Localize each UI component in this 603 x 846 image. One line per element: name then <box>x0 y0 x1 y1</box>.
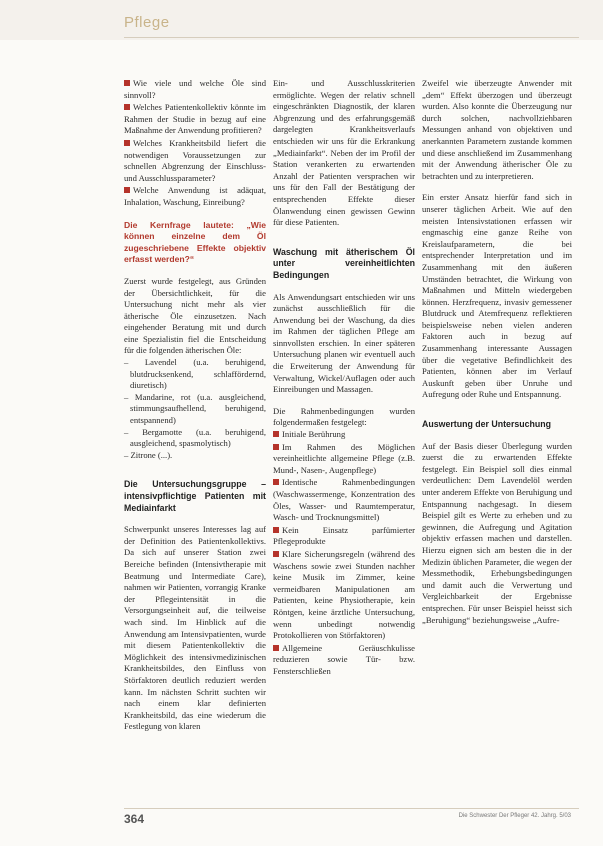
section-heading: Die Untersuchungsgruppe – intensivpflichtige Patienten mit Mediainfarkt <box>124 479 266 513</box>
bullet-square-icon <box>273 527 279 533</box>
footer-source: Die Schwester Der Pfleger 42. Jahrg. 5/03 <box>458 813 571 819</box>
list-item: Identische Rahmenbedingungen (Waschwassermenge, Konzentration des Öles, Wasser- und Raumtemperatur, Wasch- und Trocknungsmittel) <box>273 477 415 523</box>
list-item: – Zitrone (...). <box>124 449 173 460</box>
column-3 <box>422 78 572 626</box>
list-item: Welches Krankheitsbild liefert die notwendigen Voraussetzungen zur schnellen Abgrenzung der Einschluss- und Ausschlussparameter? <box>124 137 266 183</box>
list-item: Wie viele und welche Öle sind sinnvoll? <box>124 78 266 100</box>
list-item: Im Rahmen des Möglichen vereinheitlichte allgemeine Pflege (z.B. Mund-, Nasen-, Augenpflege) <box>273 441 415 475</box>
section-heading: Auswertung der Untersuchung <box>422 419 552 430</box>
list-item: – Lavendel (u.a. beruhigend, blutdrucksenkend, schlaffördernd, diuretisch) <box>124 357 266 391</box>
section-heading: Waschung mit ätherischem Öl unter vereinheitlichten Bedingungen <box>273 246 415 280</box>
list-item: Klare Sicherungsregeln (während des Waschens sowie zwei Stunden nachher keine Musik im Zimmer, keine vermeidbaren Manipulationen am Patienten, keine Physiotherapie, kein Röntgen, keine ärztliche Untersuchung, wenn unbedingt notwendig Protokollieren von Störfaktoren) <box>273 548 415 641</box>
column-2 <box>273 78 415 679</box>
bullet-square-icon <box>273 431 279 437</box>
page-number: 364 <box>124 812 145 826</box>
list-item: – Mandarine, rot (u.a. ausgleichend, stimmungsaufhellend, beruhigend, entspannend) <box>124 391 266 426</box>
list-item: – Bergamotte (u.a. beruhigend, ausgleichend, spasmolytisch) <box>124 426 266 449</box>
body-paragraph: Schwerpunkt unseres Interesses lag auf der Definition des Patientenkollektivs. Da sich auf unserer Station zwei Bereiche befinden (Intensivtherapie mit Beatmung und Intermediate Care), nahmen wir Patienten, vorrangig Kranke der Pflegeintensität in die Versorgungseinheit auf, die teilweise wach sind. Im Hinblick auf die Anwendung am Intensivpatienten, wurde mit diesem Patientenkollektiv die Möglichkeit des intensivmedizinischen Krankheitsbildes, den Einfluss von Störfaktoren deutlich reduziert werden kann. Im nächsten Schritt suchten wir nach einem klar definierten Krankheitsbild, das eine wiederum die Festlegung von klaren <box>124 524 266 732</box>
bullet-square-icon <box>273 479 279 485</box>
list-item: Welche Anwendung ist adäquat, Inhalation, Waschung, Einreibung? <box>124 185 266 207</box>
body-paragraph: Die Rahmenbedingungen wurden folgendermaßen festgelegt: <box>273 405 415 428</box>
footer-rule <box>124 808 579 809</box>
bullet-square-icon <box>124 187 130 193</box>
list-item: Allgemeine Geräuschkulisse reduzieren sowie Tür- bzw. Fensterschließen <box>273 642 415 676</box>
bullet-square-icon <box>124 104 130 110</box>
bullet-square-icon <box>273 551 279 557</box>
bullet-square-icon <box>273 645 279 651</box>
header-rule <box>124 37 579 38</box>
section-label: Pflege <box>124 14 170 31</box>
body-paragraph: Ein- und Ausschlusskriterien ermöglichte. Wegen der relativ schnell eingeschränkten Diagnostik, der klaren Abgrenzung und des erfahrungsgemäß dargelegten Krankheitsverlaufs entschieden wir uns für die Erkrankung „Mediainfarkt“. Neben der im Profil der Station verankerten zu erwartenden Anzahl der Patienten versprachen wir uns für den Fall der Bestätigung der entsprechenden Effekte dieser Ölanwendung einen gewissen Gewinn für diese Patienten. <box>273 78 415 228</box>
bullet-square-icon <box>124 140 130 146</box>
body-paragraph: Auf der Basis dieser Überlegung wurden zuerst die zu erwartenden Effekte festgelegt. Ein Beispiel soll dies einmal verdeutlichen: Dem Lavendelöl werden unter anderem Effekte von Beruhigung und Entspannung nachgesagt. In diesem Beispiel gilt es Werte zu erheben und zu gewinnen, die Aufregung und Agitation objektiv erfassen machen und darstellen. Hierzu eignen sich am besten die in der Medizin üblichen Parameter, die wegen der Messmethodik, Erhebungsbedingungen und damit auch die Verwertung und Vergleichbarkeit der Ergebnisse entsprechen. Für unser Beispiel heisst sich „Beruhigung“ beziehungsweise „Aufre- <box>422 440 572 625</box>
body-paragraph: Ein erster Ansatz hierfür fand sich in unserer täglichen Arbeit. Wie auf den meisten Intensivstationen erfassen wir engmaschig eine ganze Reihe von Kreislaufparametern, die bei entsprechender Interpretation und im Zusammenhang mit den äußeren Umständen betrachtet, die Wirkung von Maßnahmen und Mitteln wiedergeben können. Herzfrequenz, invasiv gemessener Blutdruck und Atemfrequenz reflektieren beispielsweise neben vielen anderen Faktoren auch in bezug auf Zusammenhang interessante Aussagen über die vegetative Befindlichkeit des Patienten, können aber im Verlauf Auskunft geben über Unruhe und Aufregung oder Ruhe und Entspannung. <box>422 192 572 400</box>
list-item: Kein Einsatz parfümierter Pflegeprodukte <box>273 524 415 547</box>
bullet-square-icon <box>124 80 130 86</box>
body-paragraph: Zweifel wie überzeugte Anwender mit „dem“ Effekt überzogen und überzeugt wurden. Also konnte die Überzeugung nur durch solchen, nachvollziehbaren Messungen anhand von objektiven und anerkannten Parametern zustande kommen und diese anschließend im Zusammenhang mit der Anwendung ätherischer Öle zu betrachten und zu interpretieren. <box>422 78 572 181</box>
bullet-square-icon <box>273 444 279 450</box>
pull-quote: Die Kernfrage lautete: „Wie können einzelne dem Öl zugeschriebene Effekte objektiv erfasst werden?“ <box>124 219 266 265</box>
list-item: Initiale Berührung <box>273 429 415 441</box>
header-band <box>0 0 603 40</box>
list-item: Welches Patientenkollektiv könnte im Rahmen der Studie in bezug auf eine Maßnahme der Anwendung profitieren? <box>124 102 266 136</box>
body-paragraph: Als Anwendungsart entschieden wir uns zunächst ausschließlich für die Anwendung bei der Waschung, da dies im Rahmen der täglichen Pflege am sinnvollsten erschien. In einer späteren Untersuchung planen wir eventuell auch die Erweiterung der Anwendung für Verwaltung, Wickel/Auflagen oder auch Einreibungen und Massagen. <box>273 291 415 395</box>
column-1 <box>124 78 266 733</box>
body-paragraph: Zuerst wurde festgelegt, aus Gründen der Übersichtlichkeit, für die Untersuchung nicht mehr als vier ätherische Öle einzusetzen. Nach eingehender Beratung mit und durch eine Spezialistin fiel die Entscheidung für die folgenden ätherischen Öle: <box>124 275 266 356</box>
